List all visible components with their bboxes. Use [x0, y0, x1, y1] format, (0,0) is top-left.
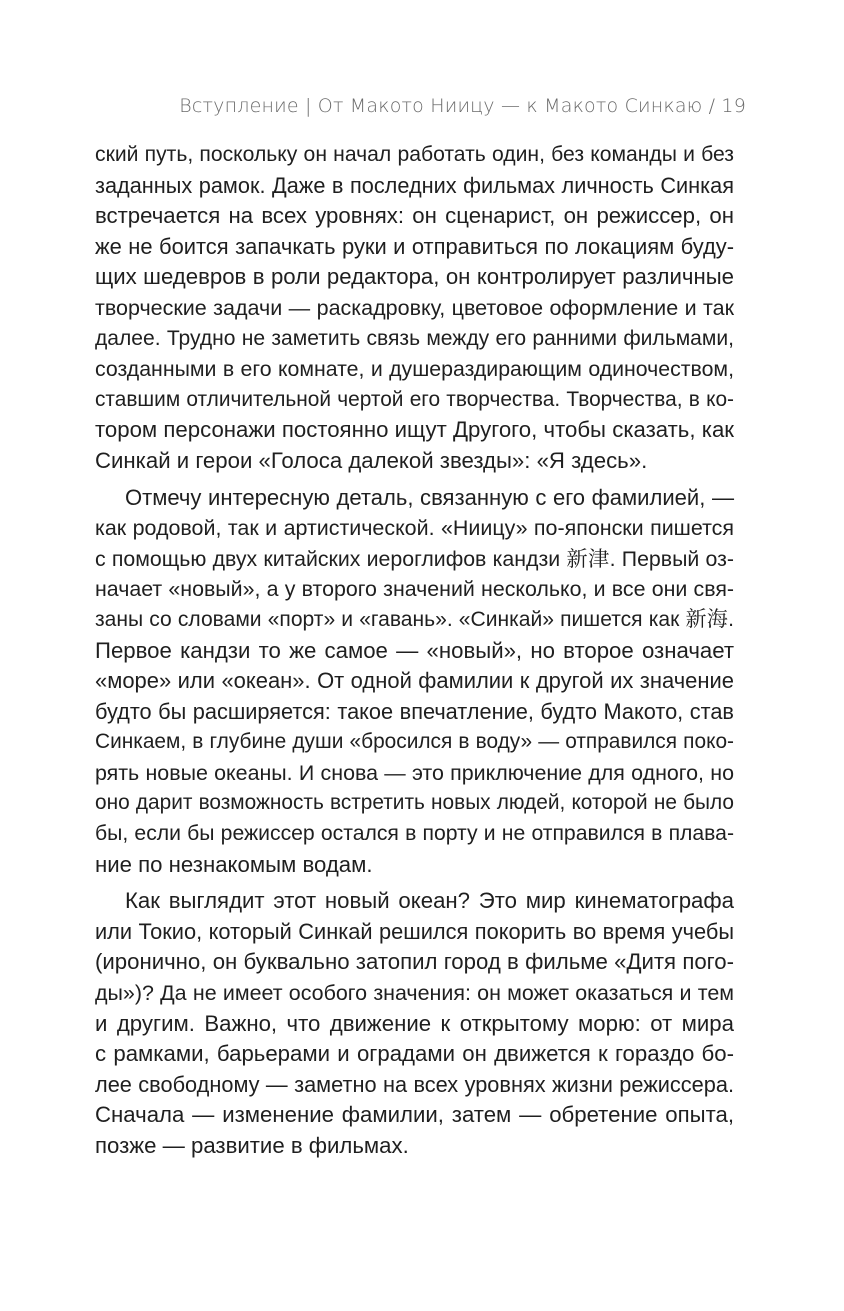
text-line: Синкаем, в глубине души «бросился в воду» — отправился поко-: [95, 730, 734, 754]
text-line: созданными в его комнате, и душераздирающим одиночеством,: [95, 357, 734, 382]
text-line: же не боится запачкать руки и отправиться по локациям буду-: [95, 233, 734, 259]
text-line: будто бы расширяется: такое впечатление, будто Макото, став: [95, 698, 734, 724]
text-line: Как выглядит этот новый океан? Это мир кинематографа: [125, 888, 734, 914]
paragraph-2: [95, 483, 734, 881]
text-line: рять новые океаны. И снова — это приключение для одного, но: [95, 760, 734, 785]
text-line: начает «новый», а у второго значений несколько, и все они свя-: [95, 577, 734, 602]
text-line: с помощью двух китайских иероглифов кандзи 新津. Первый оз-: [95, 546, 734, 571]
text-line: творческие задачи — раскадровку, цветовое оформление и так: [95, 295, 734, 320]
paragraph-1: [95, 140, 734, 477]
text-line: щих шедевров в роли редактора, он контролирует различные: [95, 264, 734, 290]
text-line: оно дарит возможность встретить новых людей, которой не было: [95, 791, 734, 815]
text-line: ние по незнакомым водам.: [95, 851, 373, 877]
text-line: лее свободному — заметно на всех уровнях жизни режиссера.: [95, 1071, 734, 1097]
text-line: (иронично, он буквально затопил город в фильме «Дитя пого-: [95, 949, 734, 975]
paragraph-3: [95, 886, 734, 1161]
text-line: с рамками, барьерами и оградами он движется к гораздо бо-: [95, 1041, 734, 1067]
text-line: Сначала — изменение фамилии, затем — обретение опыта,: [95, 1102, 734, 1128]
text-line: как родовой, так и артистической. «Ниицу» по-японски пишется: [95, 516, 734, 541]
text-line: далее. Трудно не заметить связь между его ранними фильмами,: [95, 326, 734, 350]
text-line: ставшим отличительной чертой его творчества. Творчества, в ко-: [95, 387, 734, 411]
text-line: Отмечу интересную деталь, связанную с его фамилией, —: [125, 484, 734, 510]
text-line: Синкай и герои «Голоса далекой звезды»: «Я здесь».: [95, 447, 648, 473]
text-line: «море» или «океан». От одной фамилии к другой их значение: [95, 668, 734, 694]
text-line: ский путь, поскольку он начал работать один, без команды и без: [95, 143, 734, 166]
running-header: Вступление | От Макото Ниицу — к Макото Синкаю / 19: [179, 95, 746, 117]
text-line: встречается на всех уровнях: он сценарист, он режиссер, он: [95, 203, 734, 229]
text-line: ды»)? Да не имеет особого значения: он может оказаться и тем: [95, 981, 734, 1006]
text-line: бы, если бы режиссер остался в порту и не отправился в плава-: [95, 822, 734, 846]
text-line: позже — развитие в фильмах.: [95, 1133, 409, 1158]
text-line: тором персонажи постоянно ищут Другого, чтобы сказать, как: [95, 417, 734, 443]
text-line: и другим. Важно, что движение к открытому морю: от мира: [95, 1010, 734, 1036]
text-line: Первое кандзи то же самое — «новый», но второе означает: [95, 637, 734, 663]
text-line: заны со словами «порт» и «гавань». «Синкай» пишется как 新海.: [95, 607, 734, 631]
text-line: или Токио, который Синкай решился покорить во время учебы: [95, 918, 734, 944]
text-line: заданных рамок. Даже в последних фильмах личность Синкая: [95, 172, 734, 198]
body-text: [95, 140, 734, 1162]
